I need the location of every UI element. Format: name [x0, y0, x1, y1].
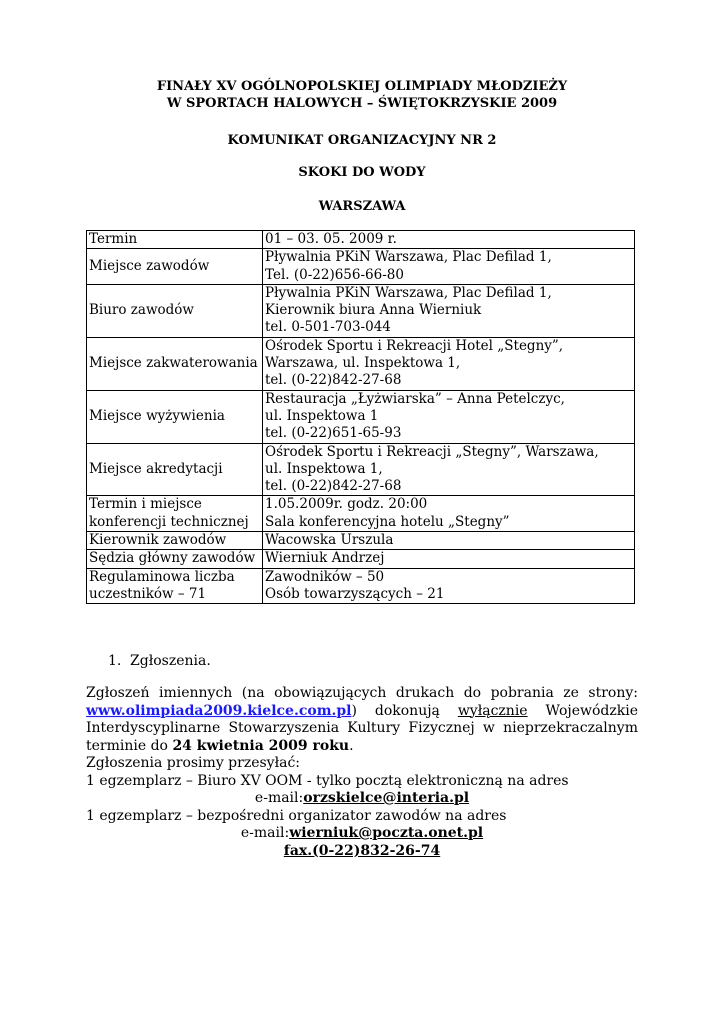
- para-text: Interdyscyplinarne Stowarzyszenia Kultury Fizycznej w nieprzekraczalnym: [86, 720, 638, 736]
- para-line-1: [86, 685, 638, 703]
- row-label: Termin i miejsce konferencji technicznej: [87, 496, 263, 532]
- row-value: [263, 337, 635, 390]
- para-text: ) dokonują: [351, 702, 458, 719]
- row-value-line: Ośrodek Sportu i Rekreacji „Stegny”, Warszawa,: [265, 443, 599, 460]
- para-text: Zgłoszenia prosimy przesyłać:: [86, 755, 301, 771]
- table-row: [87, 284, 635, 337]
- row-label: Miejsce zakwaterowania: [87, 337, 263, 390]
- section-number: 1.: [108, 653, 122, 669]
- fax-number: fax.(0-22)832-26-74: [283, 842, 441, 859]
- row-value-line: Pływalnia PKiN Warszawa, Plac Defilad 1,: [265, 249, 552, 266]
- row-value-line: Tel. (0-22)656-66-80: [265, 266, 404, 283]
- row-value-line: Zawodników – 50: [265, 568, 385, 585]
- row-value: [263, 249, 635, 285]
- para-text: Wojewódzkie: [527, 702, 638, 719]
- row-value-line: 01 – 03. 05. 2009 r.: [265, 231, 397, 247]
- fax-line: [86, 843, 638, 861]
- email-line-1: [86, 790, 638, 808]
- email-label: e-mail:: [254, 790, 304, 806]
- table-row: [87, 249, 635, 285]
- row-value-line: ul. Inspektowa 1: [265, 407, 379, 424]
- email-line-2: [86, 825, 638, 843]
- row-value: [263, 231, 635, 249]
- row-label: Regulaminowa liczba uczestników – 71: [87, 568, 263, 604]
- title-line-2: W SPORTACH HALOWYCH – ŚWIĘTOKRZYSKIE 2009: [166, 96, 558, 111]
- row-value-line: tel. (0-22)651-65-93: [265, 425, 402, 442]
- row-label: Sędzia główny zawodów: [87, 550, 263, 568]
- row-value-line: ul. Inspektowa 1,: [265, 460, 383, 477]
- row-value-line: Osób towarzyszących – 21: [265, 585, 445, 602]
- row-value-line: Wierniuk Andrzej: [265, 550, 385, 567]
- row-value-line: Kierownik biura Anna Wierniuk: [265, 302, 482, 319]
- table-row: [87, 532, 635, 550]
- email-organizer[interactable]: wierniuk@poczta.onet.pl: [289, 825, 484, 841]
- para-text: 1 egzemplarz – Biuro XV OOM - tylko pocztą elektroniczną na adres: [86, 772, 569, 789]
- row-value-line: Wacowska Urszula: [265, 532, 394, 549]
- row-value-line: Ośrodek Sportu i Rekreacji Hotel „Stegny”,: [265, 337, 564, 354]
- row-value-line: Sala konferencyjna hotelu „Stegny”: [265, 513, 510, 530]
- para-text: Zgłoszeń imiennych (na obowiązujących drukach do pobrania ze strony:: [86, 685, 638, 701]
- para-text: 1 egzemplarz – bezpośredni organizator zawodów na adres: [86, 807, 507, 824]
- row-label: Kierownik zawodów: [87, 532, 263, 550]
- para-line-4: [86, 738, 638, 756]
- row-label: Miejsce zawodów: [87, 249, 263, 285]
- row-value: [263, 284, 635, 337]
- email-label: e-mail:: [240, 825, 290, 841]
- communique-title: KOMUNIKAT ORGANIZACYJNY NR 2: [227, 133, 497, 148]
- email-oom[interactable]: orzskielce@interia.pl: [303, 790, 470, 806]
- section-title: Zgłoszenia.: [130, 653, 211, 669]
- discipline-title: SKOKI DO WODY: [298, 165, 426, 180]
- row-label: Miejsce akredytacji: [87, 443, 263, 496]
- row-value: [263, 568, 635, 604]
- row-value: [263, 443, 635, 496]
- table-row: [87, 231, 635, 249]
- table-row: [87, 443, 635, 496]
- para-line-3: [86, 720, 638, 738]
- city-title: WARSZAWA: [318, 199, 406, 214]
- table-row: [87, 550, 635, 568]
- row-value: [263, 496, 635, 532]
- row-value-line: tel. (0-22)842-27-68: [265, 372, 402, 389]
- row-value-line: Warszawa, ul. Inspektowa 1,: [265, 355, 461, 372]
- row-value-line: 1.05.2009r. godz. 20:00: [265, 496, 428, 513]
- row-value: [263, 390, 635, 443]
- row-value-line: tel. (0-22)842-27-68: [265, 478, 402, 495]
- row-label: Miejsce wyżywienia: [87, 390, 263, 443]
- table-row: [87, 337, 635, 390]
- row-value-line: tel. 0-501-703-044: [265, 319, 391, 336]
- table-row: [87, 390, 635, 443]
- section-heading: [108, 652, 211, 670]
- table-row: [87, 496, 635, 532]
- para-text: terminie do: [86, 737, 173, 754]
- row-value: [263, 550, 635, 568]
- para-line-7: [86, 808, 638, 826]
- deadline-date: 24 kwietnia 2009 roku: [172, 737, 350, 754]
- registration-text: [86, 685, 638, 860]
- row-value-line: Pływalnia PKiN Warszawa, Plac Defilad 1,: [265, 284, 552, 301]
- para-line-6: [86, 773, 638, 791]
- info-table-body: [87, 231, 635, 604]
- title-line-1: FINAŁY XV OGÓLNOPOLSKIEJ OLIMPIADY MŁODZIEŻY: [156, 79, 568, 94]
- exclusive-word: wyłącznie: [457, 702, 528, 719]
- row-label: Biuro zawodów: [87, 284, 263, 337]
- row-value: [263, 532, 635, 550]
- row-value-line: Restauracja „Łyżwiarska” – Anna Petelczyc,: [265, 390, 565, 407]
- para-line-5: [86, 755, 638, 773]
- table-row: [87, 568, 635, 604]
- row-label: Termin: [87, 231, 263, 249]
- para-text: .: [349, 737, 354, 754]
- para-line-2: [86, 703, 638, 721]
- info-table: [86, 230, 635, 604]
- olimpiada-link[interactable]: www.olimpiada2009.kielce.com.pl: [86, 702, 352, 719]
